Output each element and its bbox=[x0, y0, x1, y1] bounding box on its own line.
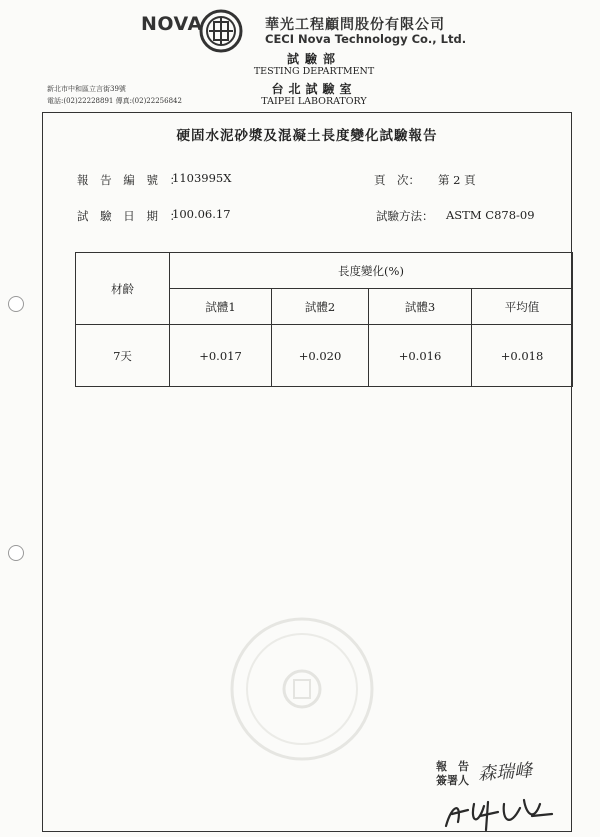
column-header: 平均值 bbox=[472, 289, 573, 325]
laboratory-zh: 台北試驗室 bbox=[271, 82, 357, 96]
column-header: 試體3 bbox=[369, 289, 472, 325]
column-header: 試體1 bbox=[170, 289, 272, 325]
test-date-label: 試 驗 日 期 ： bbox=[77, 209, 186, 223]
page-value: 第 2 頁 bbox=[438, 173, 476, 187]
company-name-en: CECI Nova Technology Co., Ltd. bbox=[265, 32, 467, 46]
company-phone: 電話:(02)22228891 傳真:(02)22256842 bbox=[47, 97, 182, 105]
signer-name-stamp: 森瑞峰 bbox=[477, 760, 533, 785]
length-change-table bbox=[75, 252, 573, 387]
value-cell: +0.017 bbox=[170, 325, 272, 387]
page-label: 頁 次： bbox=[374, 173, 420, 187]
handwritten-signature-icon bbox=[440, 792, 560, 836]
table-row bbox=[76, 325, 573, 387]
value-cell: +0.018 bbox=[472, 325, 573, 387]
test-method-label: 試驗方法： bbox=[376, 209, 434, 223]
length-change-group-header: 長度變化(%) bbox=[170, 253, 573, 289]
binder-hole-icon bbox=[8, 545, 24, 561]
report-number: 1103995X bbox=[172, 171, 232, 185]
signature-label: 簽署人 bbox=[436, 774, 469, 787]
test-method: ASTM C878-09 bbox=[446, 208, 535, 222]
company-logo-icon bbox=[199, 9, 243, 53]
embossed-seal-icon bbox=[228, 614, 376, 764]
laboratory-en: TAIPEI LABORATORY bbox=[261, 96, 367, 107]
binder-hole-icon bbox=[8, 296, 24, 312]
company-name-zh: 華光工程顧問股份有限公司 bbox=[265, 17, 445, 33]
column-header: 試體2 bbox=[272, 289, 369, 325]
value-cell: +0.020 bbox=[272, 325, 369, 387]
department-zh: 試驗部 bbox=[286, 52, 341, 66]
age-header: 材齡 bbox=[76, 253, 170, 325]
department-en: TESTING DEPARTMENT bbox=[253, 66, 375, 77]
test-date: 100.06.17 bbox=[172, 207, 231, 221]
company-address: 新北市中和區立言街39號 bbox=[47, 85, 126, 93]
report-title: 硬固水泥砂漿及混凝土長度變化試驗報告 bbox=[176, 128, 438, 144]
report-number-label: 報 告 編 號 ： bbox=[77, 173, 186, 187]
value-cell: +0.016 bbox=[369, 325, 472, 387]
signature-label: 報 告 bbox=[436, 760, 469, 773]
brand-name: NOVA bbox=[141, 13, 203, 35]
age-cell: 7天 bbox=[76, 325, 170, 387]
